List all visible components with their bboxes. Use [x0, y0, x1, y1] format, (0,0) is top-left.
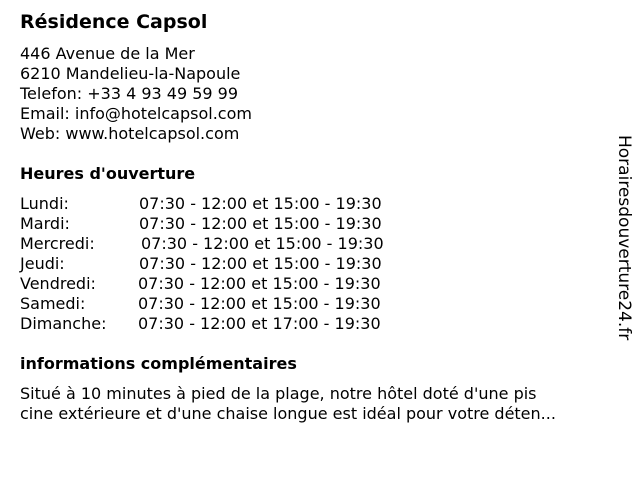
opening-hours-list: [20, 194, 440, 334]
hours-value: 07:30 - 12:00 et 15:00 - 19:30: [139, 194, 382, 213]
hotel-description: [20, 384, 556, 424]
hours-row-wednesday: [20, 234, 440, 254]
opening-hours-heading: Heures d'ouverture: [20, 164, 196, 183]
description-line-2: cine extérieure et d'une chaise longue est idéal pour votre déten...: [20, 404, 556, 423]
hours-row-sunday: [20, 314, 440, 334]
hours-row-friday: [20, 274, 440, 294]
email-address: Email: info@hotelcapsol.com: [20, 104, 252, 123]
day-label: Jeudi:: [20, 254, 65, 273]
description-line-1: Situé à 10 minutes à pied de la plage, notre hôtel doté d'une pis: [20, 384, 537, 403]
hours-row-thursday: [20, 254, 440, 274]
day-label: Dimanche:: [20, 314, 107, 333]
address-line-2: 6210 Mandelieu-la-Napoule: [20, 64, 241, 83]
hours-value: 07:30 - 12:00 et 15:00 - 19:30: [138, 294, 381, 313]
day-label: Samedi:: [20, 294, 86, 313]
address-line-1: 446 Avenue de la Mer: [20, 44, 195, 63]
hours-value: 07:30 - 12:00 et 17:00 - 19:30: [138, 314, 381, 333]
hours-row-monday: [20, 194, 440, 214]
hours-value: 07:30 - 12:00 et 15:00 - 19:30: [141, 234, 384, 253]
site-watermark: Horairesdouverture24.fr: [614, 135, 634, 341]
additional-info-heading: informations complémentaires: [20, 354, 297, 373]
phone-number: Telefon: +33 4 93 49 59 99: [20, 84, 239, 103]
hours-row-tuesday: [20, 214, 440, 234]
hours-value: 07:30 - 12:00 et 15:00 - 19:30: [139, 254, 382, 273]
business-name: Résidence Capsol: [20, 11, 208, 33]
day-label: Mercredi:: [20, 234, 95, 253]
hours-value: 07:30 - 12:00 et 15:00 - 19:30: [139, 214, 382, 233]
hours-row-saturday: [20, 294, 440, 314]
website-address: Web: www.hotelcapsol.com: [20, 124, 240, 143]
hours-value: 07:30 - 12:00 et 15:00 - 19:30: [138, 274, 381, 293]
day-label: Lundi:: [20, 194, 69, 213]
day-label: Mardi:: [20, 214, 70, 233]
day-label: Vendredi:: [20, 274, 96, 293]
contact-block: [20, 44, 252, 144]
